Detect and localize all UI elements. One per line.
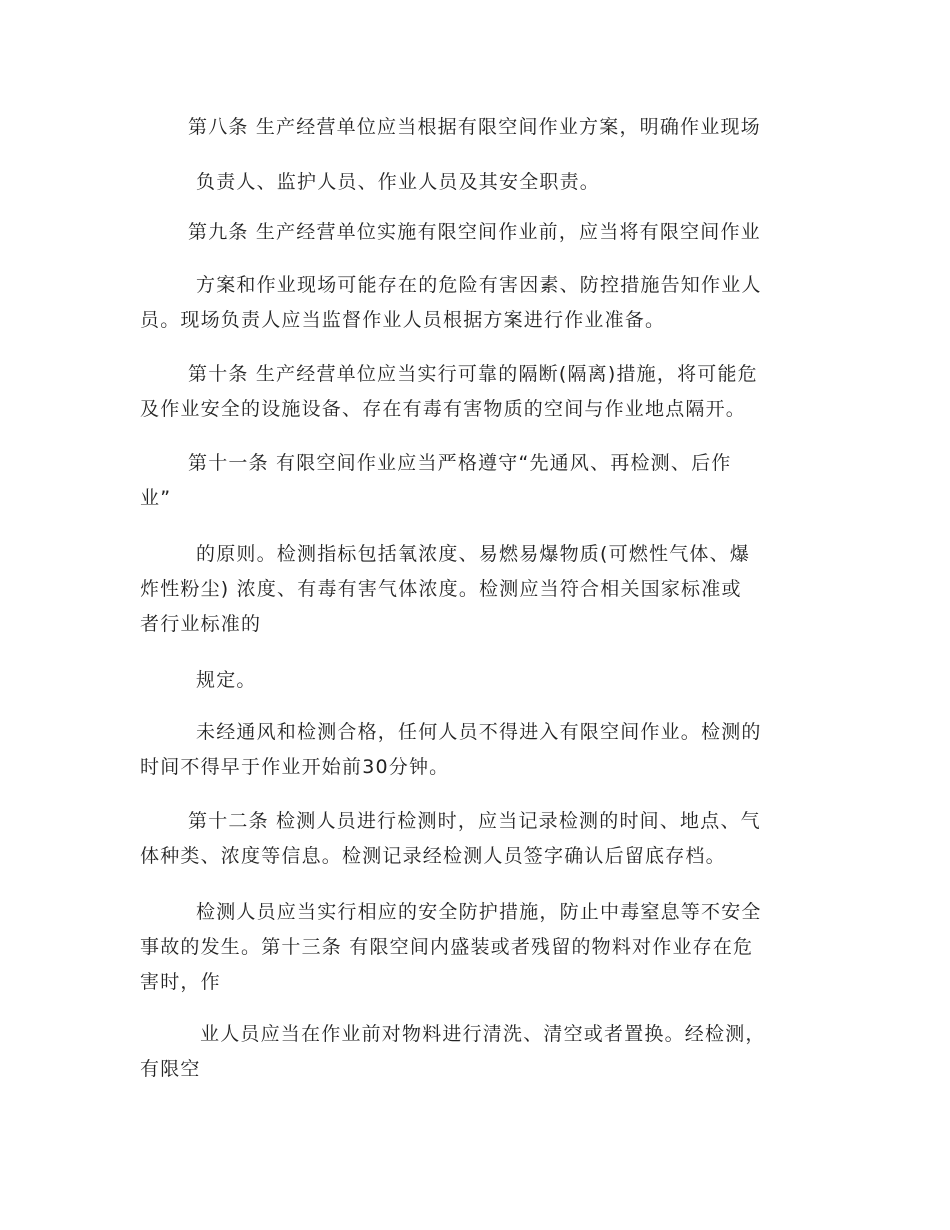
paragraph-article-8-continued <box>140 165 810 200</box>
text-line: 方案和作业现场可能存在的危险有害因素、防控措施告知作业人 <box>196 274 762 296</box>
paragraph-article-13-continued <box>140 1017 810 1087</box>
paragraph-article-12 <box>140 804 810 874</box>
text-line: 负责人、监护人员、作业人员及其安全职责。 <box>196 171 601 193</box>
text-line: 炸性粉尘) 浓度、有毒有害气体浓度。检测应当符合相关国家标准或 <box>140 578 742 600</box>
text-line: 第八条 生产经营单位应当根据有限空间作业方案，明确作业现场 <box>188 116 761 138</box>
text-line: 第十一条 有限空间作业应当严格遵守“先通风、再检测、后作 <box>188 452 732 474</box>
text-line: 者行业标准的 <box>140 613 262 635</box>
text-line: 第十二条 检测人员进行检测时，应当记录检测的时间、地点、气 <box>188 810 761 832</box>
text-line: 规定。 <box>196 669 257 691</box>
text-line: 未经通风和检测合格，任何人员不得进入有限空间作业。检测的 <box>196 721 762 743</box>
paragraph-article-11 <box>140 446 810 516</box>
text-line: 第十条 生产经营单位应当实行可靠的隔断(隔离)措施，将可能危 <box>188 363 758 385</box>
text-line: 事故的发生。第十三条 有限空间内盛装或者残留的物料对作业存在危 <box>140 936 754 958</box>
paragraph-article-10 <box>140 357 810 427</box>
paragraph-article-8 <box>140 110 810 145</box>
text-line: 的原则。检测指标包括氧浓度、易燃易爆物质(可燃性气体、爆 <box>196 543 751 565</box>
text-line: 及作业安全的设施设备、存在有毒有害物质的空间与作业地点隔开。 <box>140 398 747 420</box>
paragraph-article-9-continued <box>140 268 810 338</box>
paragraph-article-12-continued <box>140 895 810 1000</box>
text-line: 第九条 生产经营单位实施有限空间作业前，应当将有限空间作业 <box>188 221 761 243</box>
text-line: 员。现场负责人应当监督作业人员根据方案进行作业准备。 <box>140 309 666 331</box>
text-line: 业人员应当在作业前对物料进行清洗、清空或者置换。经检测， <box>200 1023 766 1045</box>
text-line: 检测人员应当实行相应的安全防护措施，防止中毒窒息等不安全 <box>196 901 762 923</box>
paragraph-article-11-continued <box>140 537 810 642</box>
text-line: 有限空 <box>140 1058 201 1080</box>
text-line: 体种类、浓度等信息。检测记录经检测人员签字确认后留底存档。 <box>140 845 726 867</box>
paragraph-article-11-end <box>140 663 810 698</box>
text-line: 时间不得早于作业开始前30分钟。 <box>140 756 450 778</box>
paragraph-ventilation-rule <box>140 715 810 785</box>
paragraph-article-9 <box>140 215 810 250</box>
text-line: 害时，作 <box>140 971 221 993</box>
text-line: 业” <box>140 487 172 509</box>
